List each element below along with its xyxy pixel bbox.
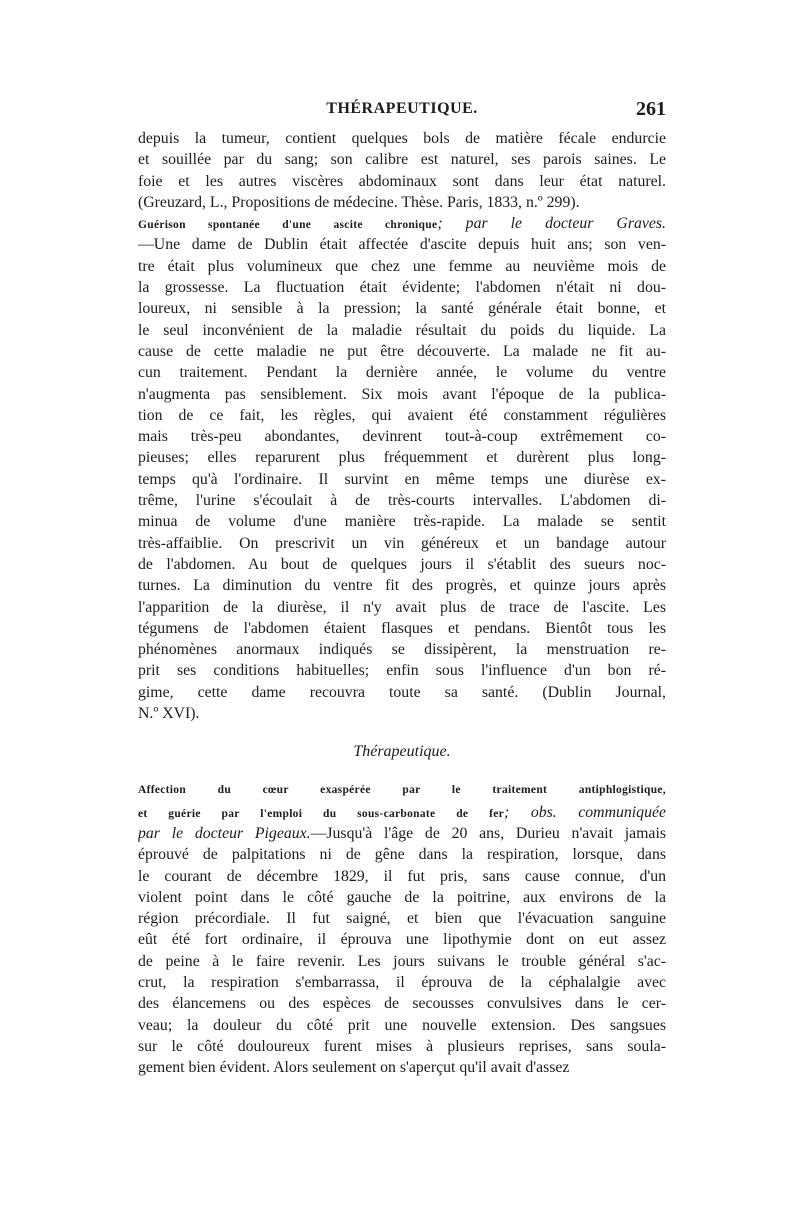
running-title: THÉRAPEUTIQUE.: [326, 100, 478, 117]
text-line: violent point dans le côté gauche de la poitrine, aux environs de la: [138, 888, 666, 906]
text-line: loureux, ni sensible à la pression; la santé générale était bonne, et: [138, 300, 666, 318]
text-line: phénomènes anormaux indiqués se dissipèrent, la menstruation re-: [138, 641, 666, 659]
text-line: mais très-peu abondantes, devinrent tout-à-coup extrêmement co-: [138, 428, 666, 446]
text-line: gement bien évident. Alors seulement on s'aperçut qu'il avait d'assez: [138, 1059, 570, 1077]
case-report-pigeaux: [138, 780, 666, 1078]
text-line: éprouvé de palpitations ni de gêne dans la respiration, lorsque, dans: [138, 846, 666, 864]
article-heading-line: [138, 802, 666, 823]
heading-author: par le docteur Pigeaux.: [138, 824, 311, 842]
text-line: prit ses conditions habituelles; enfin sous l'influence d'un bon ré-: [138, 662, 666, 680]
text-line: région précordiale. Il fut saigné, et bien que l'évacuation sanguine: [138, 910, 666, 928]
text-line: pieuses; elles reparurent plus fréquemment et durèrent plus long-: [138, 449, 666, 467]
text-line: N.º XVI).: [138, 705, 200, 723]
case-report-greuzard: [138, 128, 666, 213]
text-line: —Une dame de Dublin était affectée d'ascite depuis huit ans; son ven-: [138, 236, 666, 254]
article-heading: Affection du cœur exaspérée par le traitement antiphlogistique,: [138, 784, 666, 797]
text-line: de l'abdomen. Au bout de quelques jours il s'établit des sueurs noc-: [138, 555, 666, 573]
text-line: gime, cette dame recouvra toute sa santé. (Dublin Journal,: [138, 683, 666, 701]
text-line: sur le côté douloureux furent mises à plusieurs reprises, sans soula-: [138, 1037, 666, 1055]
text-line: tion de ce fait, les règles, qui avaient été constamment régulières: [138, 406, 666, 424]
text-line: l'apparition de la diurèse, il n'y avait plus de trace de l'ascite. Les: [138, 598, 666, 616]
heading-caps: Guérison spontanée d'une ascite chronique: [138, 219, 438, 232]
text-line: cun traitement. Pendant la dernière année, le volume du ventre: [138, 364, 666, 382]
book-page: [138, 100, 666, 1078]
heading-caps: et guérie par l'emploi du sous-carbonate de fer: [138, 807, 505, 820]
text-line: temps qu'à l'ordinaire. Il survint en même temps une diurèse ex-: [138, 470, 666, 488]
text-line: trême, l'urine s'écoulait à de très-courts intervalles. L'abdomen di-: [138, 492, 666, 510]
text-line: crut, la respiration s'embarrassa, il éprouva de la céphalalgie avec: [138, 973, 666, 991]
article-body: [138, 234, 666, 724]
text-line: foie et les autres viscères abdominaux sont dans leur état naturel.: [138, 172, 666, 190]
text-line: et souillée par du sang; son calibre est naturel, ses parois saines. Le: [138, 151, 666, 169]
text-line: le seul inconvénient de la maladie résultait du poids du liquide. La: [138, 321, 666, 339]
heading-note: ; obs. communiquée: [504, 803, 666, 821]
page-header: [138, 100, 666, 128]
text-line: eût été fort ordinaire, il éprouva une lipothymie dont on eut assez: [138, 931, 666, 949]
case-report-graves: [138, 213, 666, 724]
section-heading: Thérapeutique.: [353, 743, 451, 761]
page-number: 261: [636, 98, 666, 120]
text-line: turnes. La diminution du ventre fit des progrès, et quinze jours après: [138, 577, 666, 595]
text-line: veau; la douleur du côté prit une nouvelle extension. Des sangsues: [138, 1016, 666, 1034]
text-line: la grossesse. La fluctuation était évidente; l'abdomen n'était ni dou-: [138, 279, 666, 297]
text-line: cause de cette maladie ne put être découverte. La malade ne fit au-: [138, 342, 666, 360]
text-line: n'augmenta pas sensiblement. Six mois avant l'époque de la publica-: [138, 385, 666, 403]
text-line: tégumens de l'abdomen étaient flasques et pendans. Bientôt tous les: [138, 619, 666, 637]
text-line: tre était plus volumineux que chez une femme au neuvième mois de: [138, 257, 666, 275]
article-heading-line: [138, 823, 666, 844]
text-line: (Greuzard, L., Propositions de médecine. Thèse. Paris, 1833, n.º 299).: [138, 193, 580, 211]
text-line: de peine à le faire revenir. Les jours suivans le trouble général s'ac-: [138, 952, 666, 970]
text-line: minua de volume d'une manière très-rapide. La malade se sentit: [138, 513, 666, 531]
article-heading: [138, 213, 666, 234]
text-line: très-affaiblie. On prescrivit un vin généreux et un bandage autour: [138, 534, 666, 552]
text-line: le courant de décembre 1829, il fut pris, sans cause connue, d'un: [138, 867, 666, 885]
article-body: [138, 844, 666, 1078]
text-line: depuis la tumeur, contient quelques bols de matière fécale endurcie: [138, 130, 666, 147]
text-run: —Jusqu'à l'âge de 20 ans, Durieu n'avait jamais: [310, 824, 666, 842]
heading-author: ; par le docteur Graves.: [437, 215, 666, 233]
text-line: des élancemens ou des espèces de secousses convulsives dans le cer-: [138, 995, 666, 1013]
